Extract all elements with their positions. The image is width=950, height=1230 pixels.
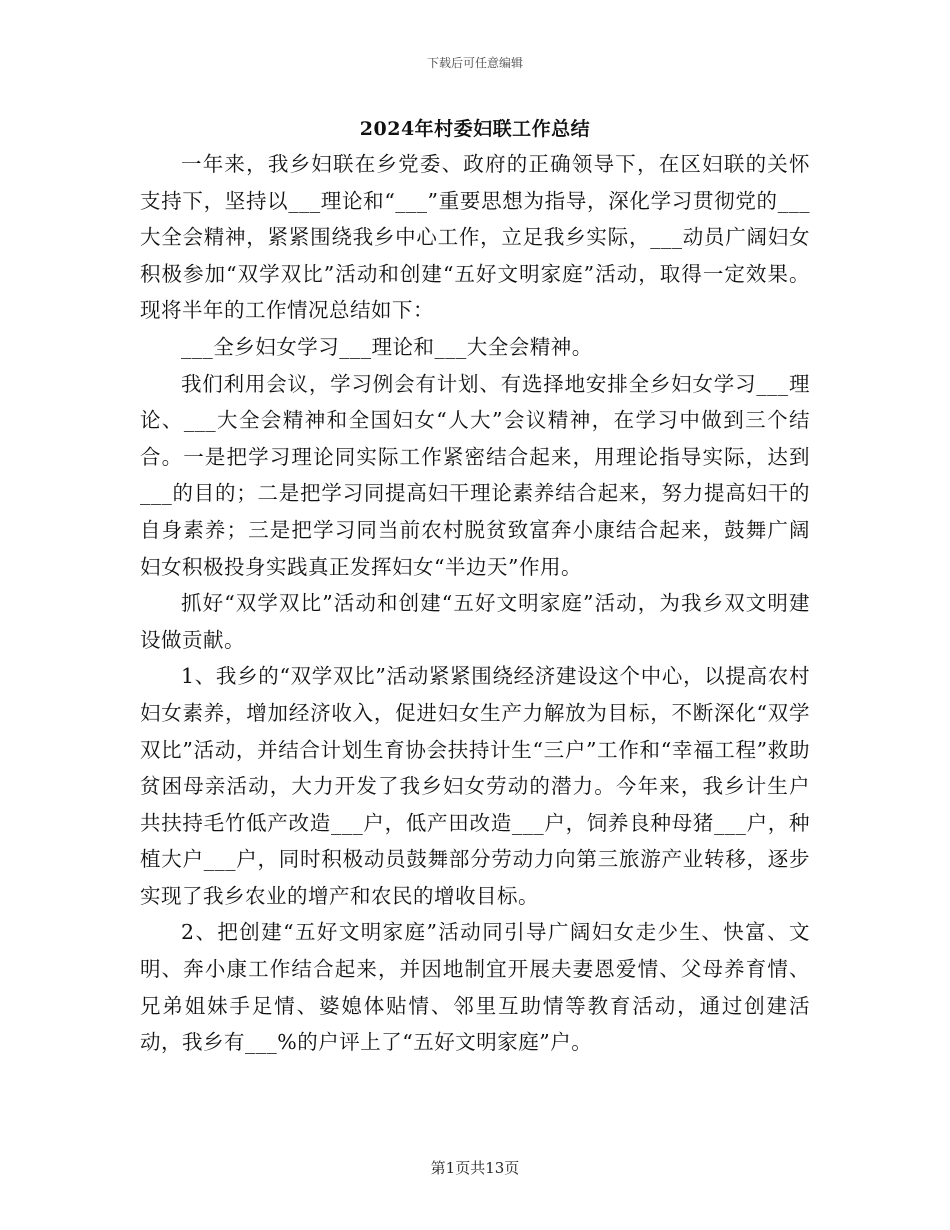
paragraph: 抓好“双学双比”活动和创建“五好文明家庭”活动，为我乡双文明建设做贡献。	[140, 591, 810, 652]
paragraph: 1、我乡的“双学双比”活动紧紧围绕经济建设这个中心，以提高农村妇女素养，增加经济收入，促进妇女生产力解放为目标，不断深化“双学双比”活动，并结合计划生育协会扶持计生“三户”工作和“幸福工程”救助贫困母亲活动，大力开发了我乡妇女劳动的潜力。今年来，我乡计生户共扶持毛竹低产改造___户，低产田改造___户，饲养良种母猪___户，种植大户___户，同时积极动员鼓舞部分劳动力向第三旅游产业转移，逐步实现了我乡农业的增产和农民的增收目标。	[140, 664, 810, 908]
page-footer: 第1页共13页	[430, 1159, 520, 1177]
paragraph: 我们利用会议，学习例会有计划、有选择地安排全乡妇女学习___理论、___大全会精神和全国妇女“人大”会议精神，在学习中做到三个结合。一是把学习理论同实际工作紧密结合起来，用理论指导实际，达到___的目的；二是把学习同提高妇干理论素养结合起来，努力提高妇干的自身素养；三是把学习同当前农村脱贫致富奔小康结合起来，鼓舞广阔妇女积极投身实践真正发挥妇女“半边天”作用。	[140, 371, 810, 579]
paragraph: ___全乡妇女学习___理论和___大全会精神。	[181, 334, 593, 359]
page-header: 下载后可任意编辑	[426, 56, 523, 70]
paragraph: 一年来，我乡妇联在乡党委、政府的正确领导下，在区妇联的关怀支持下，坚持以___理论和“___”重要思想为指导，深化学习贯彻党的___大全会精神，紧紧围绕我乡中心工作，立足我乡实际，___动员广阔妇女积极参加“双学双比”活动和创建“五好文明家庭”活动，取得一定效果。现将半年的工作情况总结如下：	[140, 152, 810, 323]
document-title: 2024年村委妇联工作总结	[359, 118, 591, 140]
paragraph: 2、把创建“五好文明家庭”活动同引导广阔妇女走少生、快富、文明、奔小康工作结合起来，并因地制宜开展夫妻恩爱情、父母养育情、兄弟姐妹手足情、婆媳体贴情、邻里互助情等教育活动，通过创建活动，我乡有___%的户评上了“五好文明家庭”户。	[140, 920, 810, 1055]
document-body	[140, 146, 810, 1061]
